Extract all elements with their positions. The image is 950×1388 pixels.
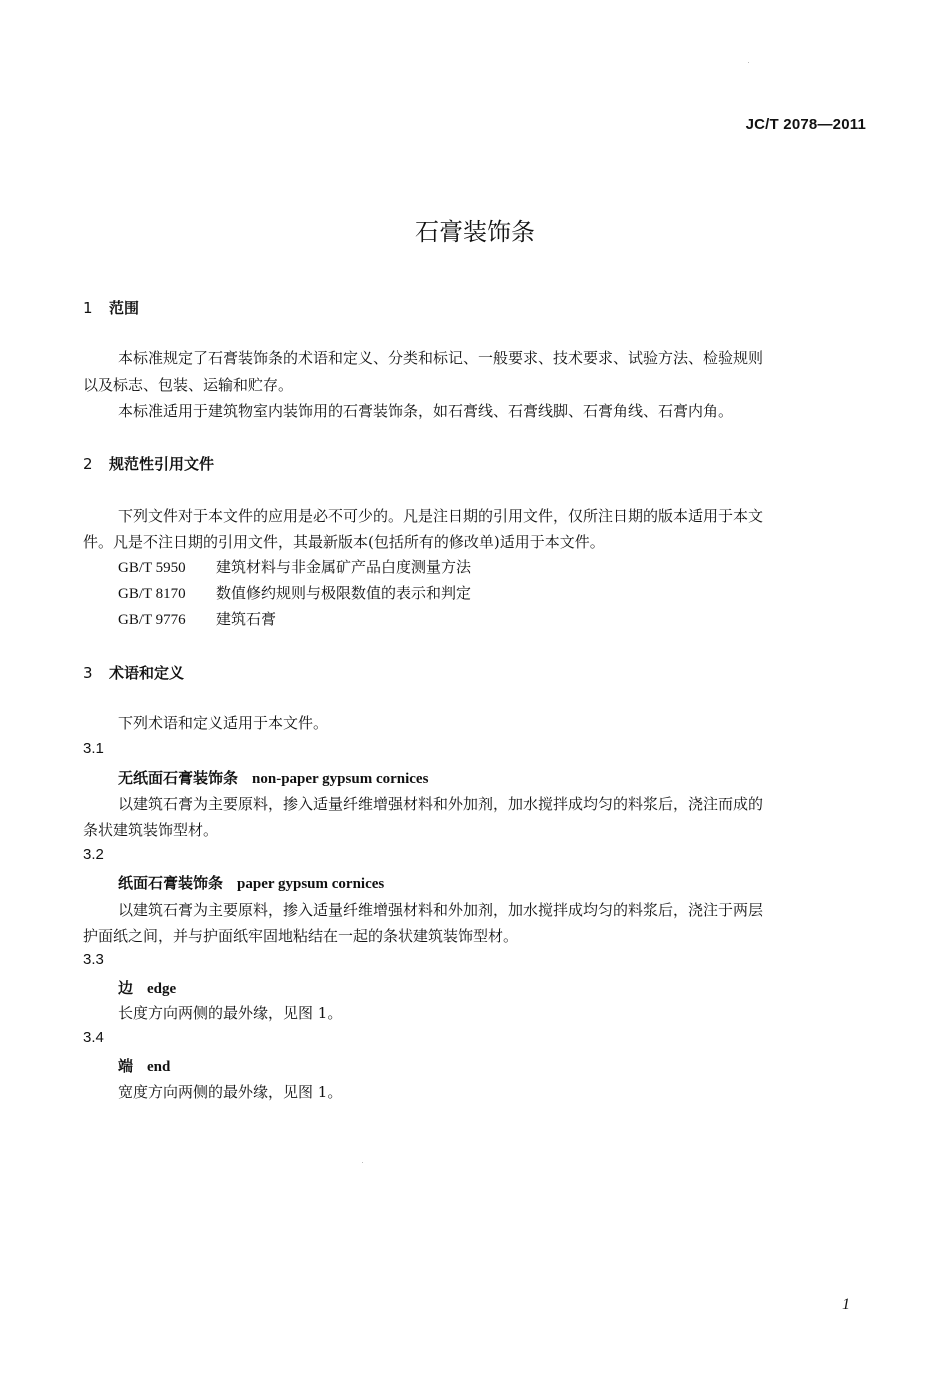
section-1-heading (83, 297, 139, 318)
section-1-para-1-line-2: 以及标志、包装、运输和贮存。 (83, 376, 294, 394)
section-1-title: 范围 (109, 299, 140, 317)
section-3-title: 术语和定义 (109, 664, 185, 682)
document-title: 石膏装饰条 (415, 218, 535, 246)
term-en: end (147, 1059, 171, 1075)
section-2-intro-line-1: 下列文件对于本文件的应用是必不可少的。凡是注日期的引用文件，仅所注日期的版本适用于本文 (118, 507, 764, 525)
term-en: paper gypsum cornices (237, 876, 385, 892)
reference-item (118, 580, 471, 607)
standard-code: JC/T 2078—2011 (745, 116, 866, 133)
term-definition-line-2: 条状建筑装饰型材。 (83, 821, 219, 839)
section-2-number: 2 (83, 455, 93, 473)
reference-item (118, 606, 276, 633)
term-definition-line-1: 长度方向两侧的最外缘，见图 1。 (118, 1004, 343, 1022)
term-zh: 端 (118, 1057, 134, 1075)
reference-title: 数值修约规则与极限数值的表示和判定 (216, 584, 472, 602)
section-2-title: 规范性引用文件 (109, 455, 215, 473)
reference-title: 建筑石膏 (216, 610, 277, 628)
term-definition-line-1: 以建筑石膏为主要原料，掺入适量纤维增强材料和外加剂，加水搅拌成均匀的料浆后，浇注而成的 (118, 795, 764, 813)
section-2-intro-line-2: 件。凡是不注日期的引用文件，其最新版本(包括所有的修改单)适用于本文件。 (83, 533, 605, 551)
term-heading (118, 872, 384, 893)
section-1-number: 1 (83, 299, 93, 317)
term-en: non-paper gypsum cornices (252, 771, 429, 787)
reference-code: GB/T 8170 (118, 586, 186, 602)
term-zh: 纸面石膏装饰条 (118, 874, 224, 892)
scan-speck (362, 1162, 363, 1163)
term-number: 3.3 (83, 951, 104, 968)
term-definition-line-1: 以建筑石膏为主要原料，掺入适量纤维增强材料和外加剂，加水搅拌成均匀的料浆后，浇注于两层 (118, 901, 764, 919)
scan-speck (748, 62, 749, 63)
term-zh: 无纸面石膏装饰条 (118, 769, 239, 787)
reference-code: GB/T 9776 (118, 612, 186, 628)
reference-item (118, 554, 471, 581)
term-heading (118, 1055, 170, 1076)
term-number: 3.4 (83, 1029, 104, 1046)
section-3-number: 3 (83, 664, 93, 682)
page-number: 1 (842, 1296, 850, 1313)
term-zh: 边 (118, 979, 134, 997)
term-definition-line-1: 宽度方向两侧的最外缘，见图 1。 (118, 1083, 343, 1101)
section-1-para-1-line-1: 本标准规定了石膏装饰条的术语和定义、分类和标记、一般要求、技术要求、试验方法、检验规则 (118, 349, 764, 367)
term-number: 3.2 (83, 846, 104, 863)
term-en: edge (147, 981, 177, 997)
section-1-para-2: 本标准适用于建筑物室内装饰用的石膏装饰条，如石膏线、石膏线脚、石膏角线、石膏内角。 (118, 402, 734, 420)
term-heading (118, 767, 428, 788)
term-number: 3.1 (83, 740, 104, 757)
reference-code: GB/T 5950 (118, 560, 186, 576)
section-3-heading (83, 662, 184, 683)
section-3-intro: 下列术语和定义适用于本文件。 (118, 714, 329, 732)
term-heading (118, 977, 176, 998)
reference-title: 建筑材料与非金属矿产品白度测量方法 (216, 558, 472, 576)
term-definition-line-2: 护面纸之间，并与护面纸牢固地粘结在一起的条状建筑装饰型材。 (83, 927, 519, 945)
section-2-heading (83, 453, 214, 474)
